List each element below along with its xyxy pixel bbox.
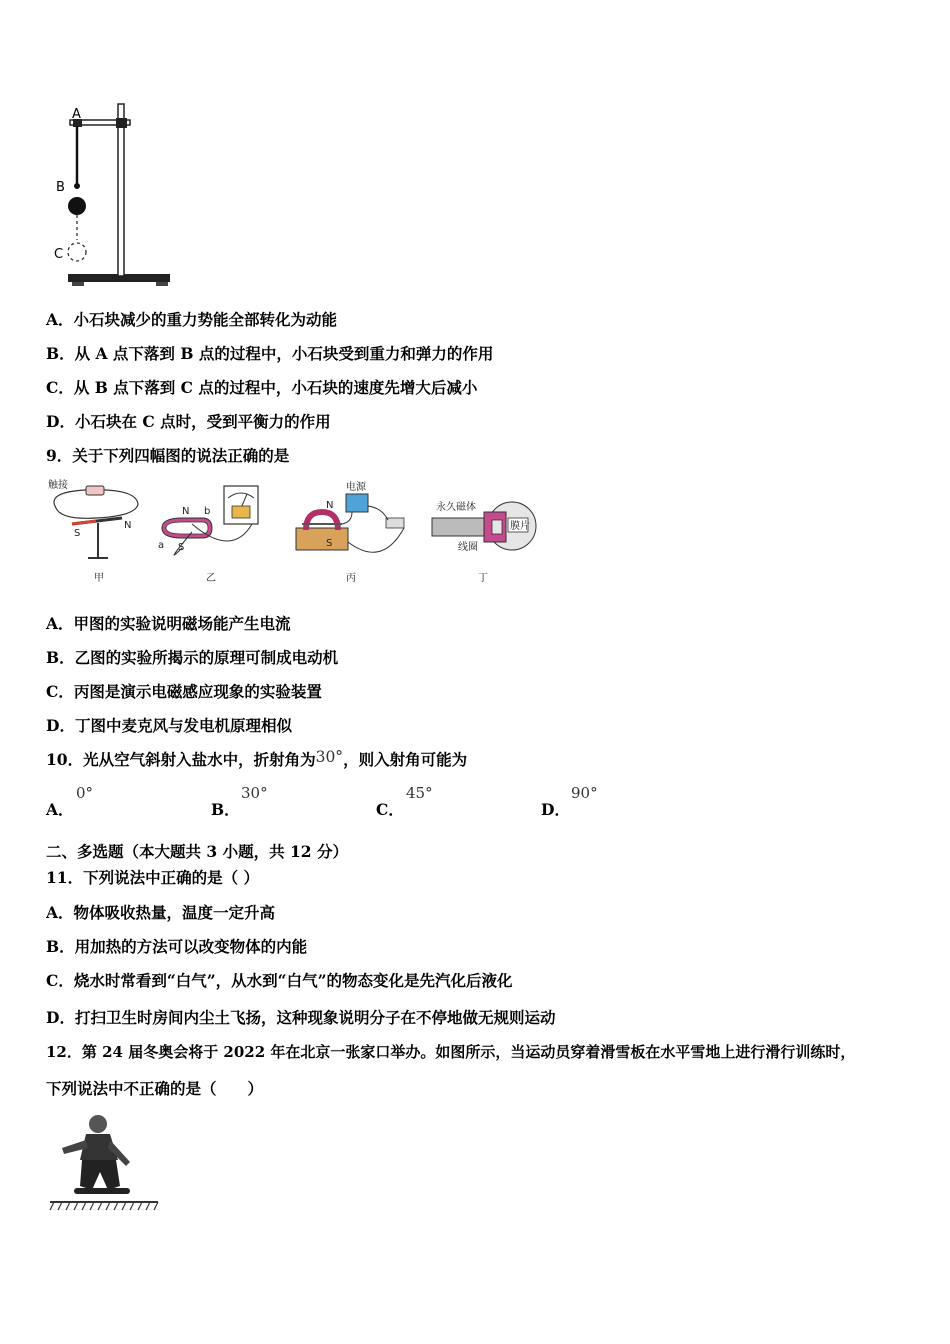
q10-option-a-label: A． — [46, 800, 74, 819]
q10-stem — [46, 749, 467, 771]
q10-option-c-label: C． — [376, 800, 404, 819]
yi-n-label: N — [182, 506, 190, 517]
q12-stem-line2: 下列说法中不正确的是（ ） — [46, 1079, 264, 1098]
ding-membrane-label: 膜片 — [510, 521, 530, 532]
q10-option-c-value: 45° — [406, 784, 433, 802]
q11-option-a: A．物体吸收热量，温度一定升高 — [46, 903, 276, 922]
q10-options — [46, 784, 746, 820]
ding-coil-label: 线圈 — [458, 542, 478, 553]
q8-option-c: C．从 B 点下落到 C 点的过程中，小石块的速度先增大后减小 — [46, 378, 478, 397]
bing-caption: 丙 — [346, 573, 356, 584]
section2-title: 二、多选题（本大题共 3 小题，共 12 分） — [46, 842, 348, 861]
snowboarder-figure — [46, 1110, 166, 1220]
q9-option-d: D．丁图中麦克风与发电机原理相似 — [46, 716, 292, 735]
q11-option-d: D．打扫卫生时房间内尘土飞扬，这种现象说明分子在不停地做无规则运动 — [46, 1008, 556, 1027]
bing-n-label: N — [326, 500, 334, 511]
q10-option-d-label: D． — [541, 800, 570, 819]
figure-yi — [152, 478, 272, 588]
q10-stem-before: 10．光从空气斜射入盐水中，折射角为 — [46, 750, 316, 769]
q10-option-a-value: 0° — [76, 784, 94, 802]
figure-jia — [46, 478, 146, 588]
q10-option-b-label: B． — [211, 800, 240, 819]
q12-stem-line1: 12．第 24 届冬奥会将于 2022 年在北京一张家口举办。如图所示，当运动员穿着滑雪板在水平雪地上进行滑行训练时， — [46, 1043, 856, 1061]
yi-a-label: a — [158, 540, 165, 551]
q11-stem: 11．下列说法中正确的是（ ） — [46, 868, 259, 887]
q9-stem: 9．关于下列四幅图的说法正确的是 — [46, 446, 290, 465]
yi-b-label: b — [204, 506, 211, 517]
q9-option-b: B．乙图的实验所揭示的原理可制成电动机 — [46, 648, 339, 667]
ding-caption: 丁 — [478, 573, 488, 584]
q10-option-b-value: 30° — [241, 784, 268, 802]
q10-stem-after: ，则入射角可能为 — [343, 750, 468, 769]
yi-caption: 乙 — [206, 573, 216, 584]
q9-option-a: A．甲图的实验说明磁场能产生电流 — [46, 614, 291, 633]
q10-stem-angle: 30° — [315, 748, 344, 766]
bing-power-label: 电源 — [346, 482, 366, 493]
q8-option-d: D．小石块在 C 点时，受到平衡力的作用 — [46, 412, 331, 431]
yi-s-label: S — [178, 542, 185, 553]
jia-n-label: N — [124, 520, 132, 531]
point-a-label: A — [72, 107, 81, 122]
bing-s-label: S — [326, 538, 333, 549]
point-b-label: B — [56, 180, 65, 195]
ding-magnet-label: 永久磁体 — [436, 502, 476, 513]
jia-caption: 甲 — [94, 573, 104, 584]
jia-touch-label: 触接 — [48, 480, 68, 491]
q11-option-c: C．烧水时常看到“白气”，从水到“白气”的物态变化是先汽化后液化 — [46, 971, 513, 990]
q10-option-d-value: 90° — [571, 784, 598, 802]
q11-option-b: B．用加热的方法可以改变物体的内能 — [46, 937, 308, 956]
q9-option-c: C．丙图是演示电磁感应现象的实验装置 — [46, 682, 322, 701]
point-c-label: C — [54, 247, 64, 262]
q8-option-a: A．小石块减少的重力势能全部转化为动能 — [46, 310, 338, 329]
q8-option-b: B．从 A 点下落到 B 点的过程中，小石块受到重力和弹力的作用 — [46, 344, 494, 363]
figure-ding — [428, 478, 543, 588]
jia-s-label: S — [74, 528, 81, 539]
figure-bing — [292, 478, 417, 588]
stand-pendulum-figure — [50, 100, 175, 290]
